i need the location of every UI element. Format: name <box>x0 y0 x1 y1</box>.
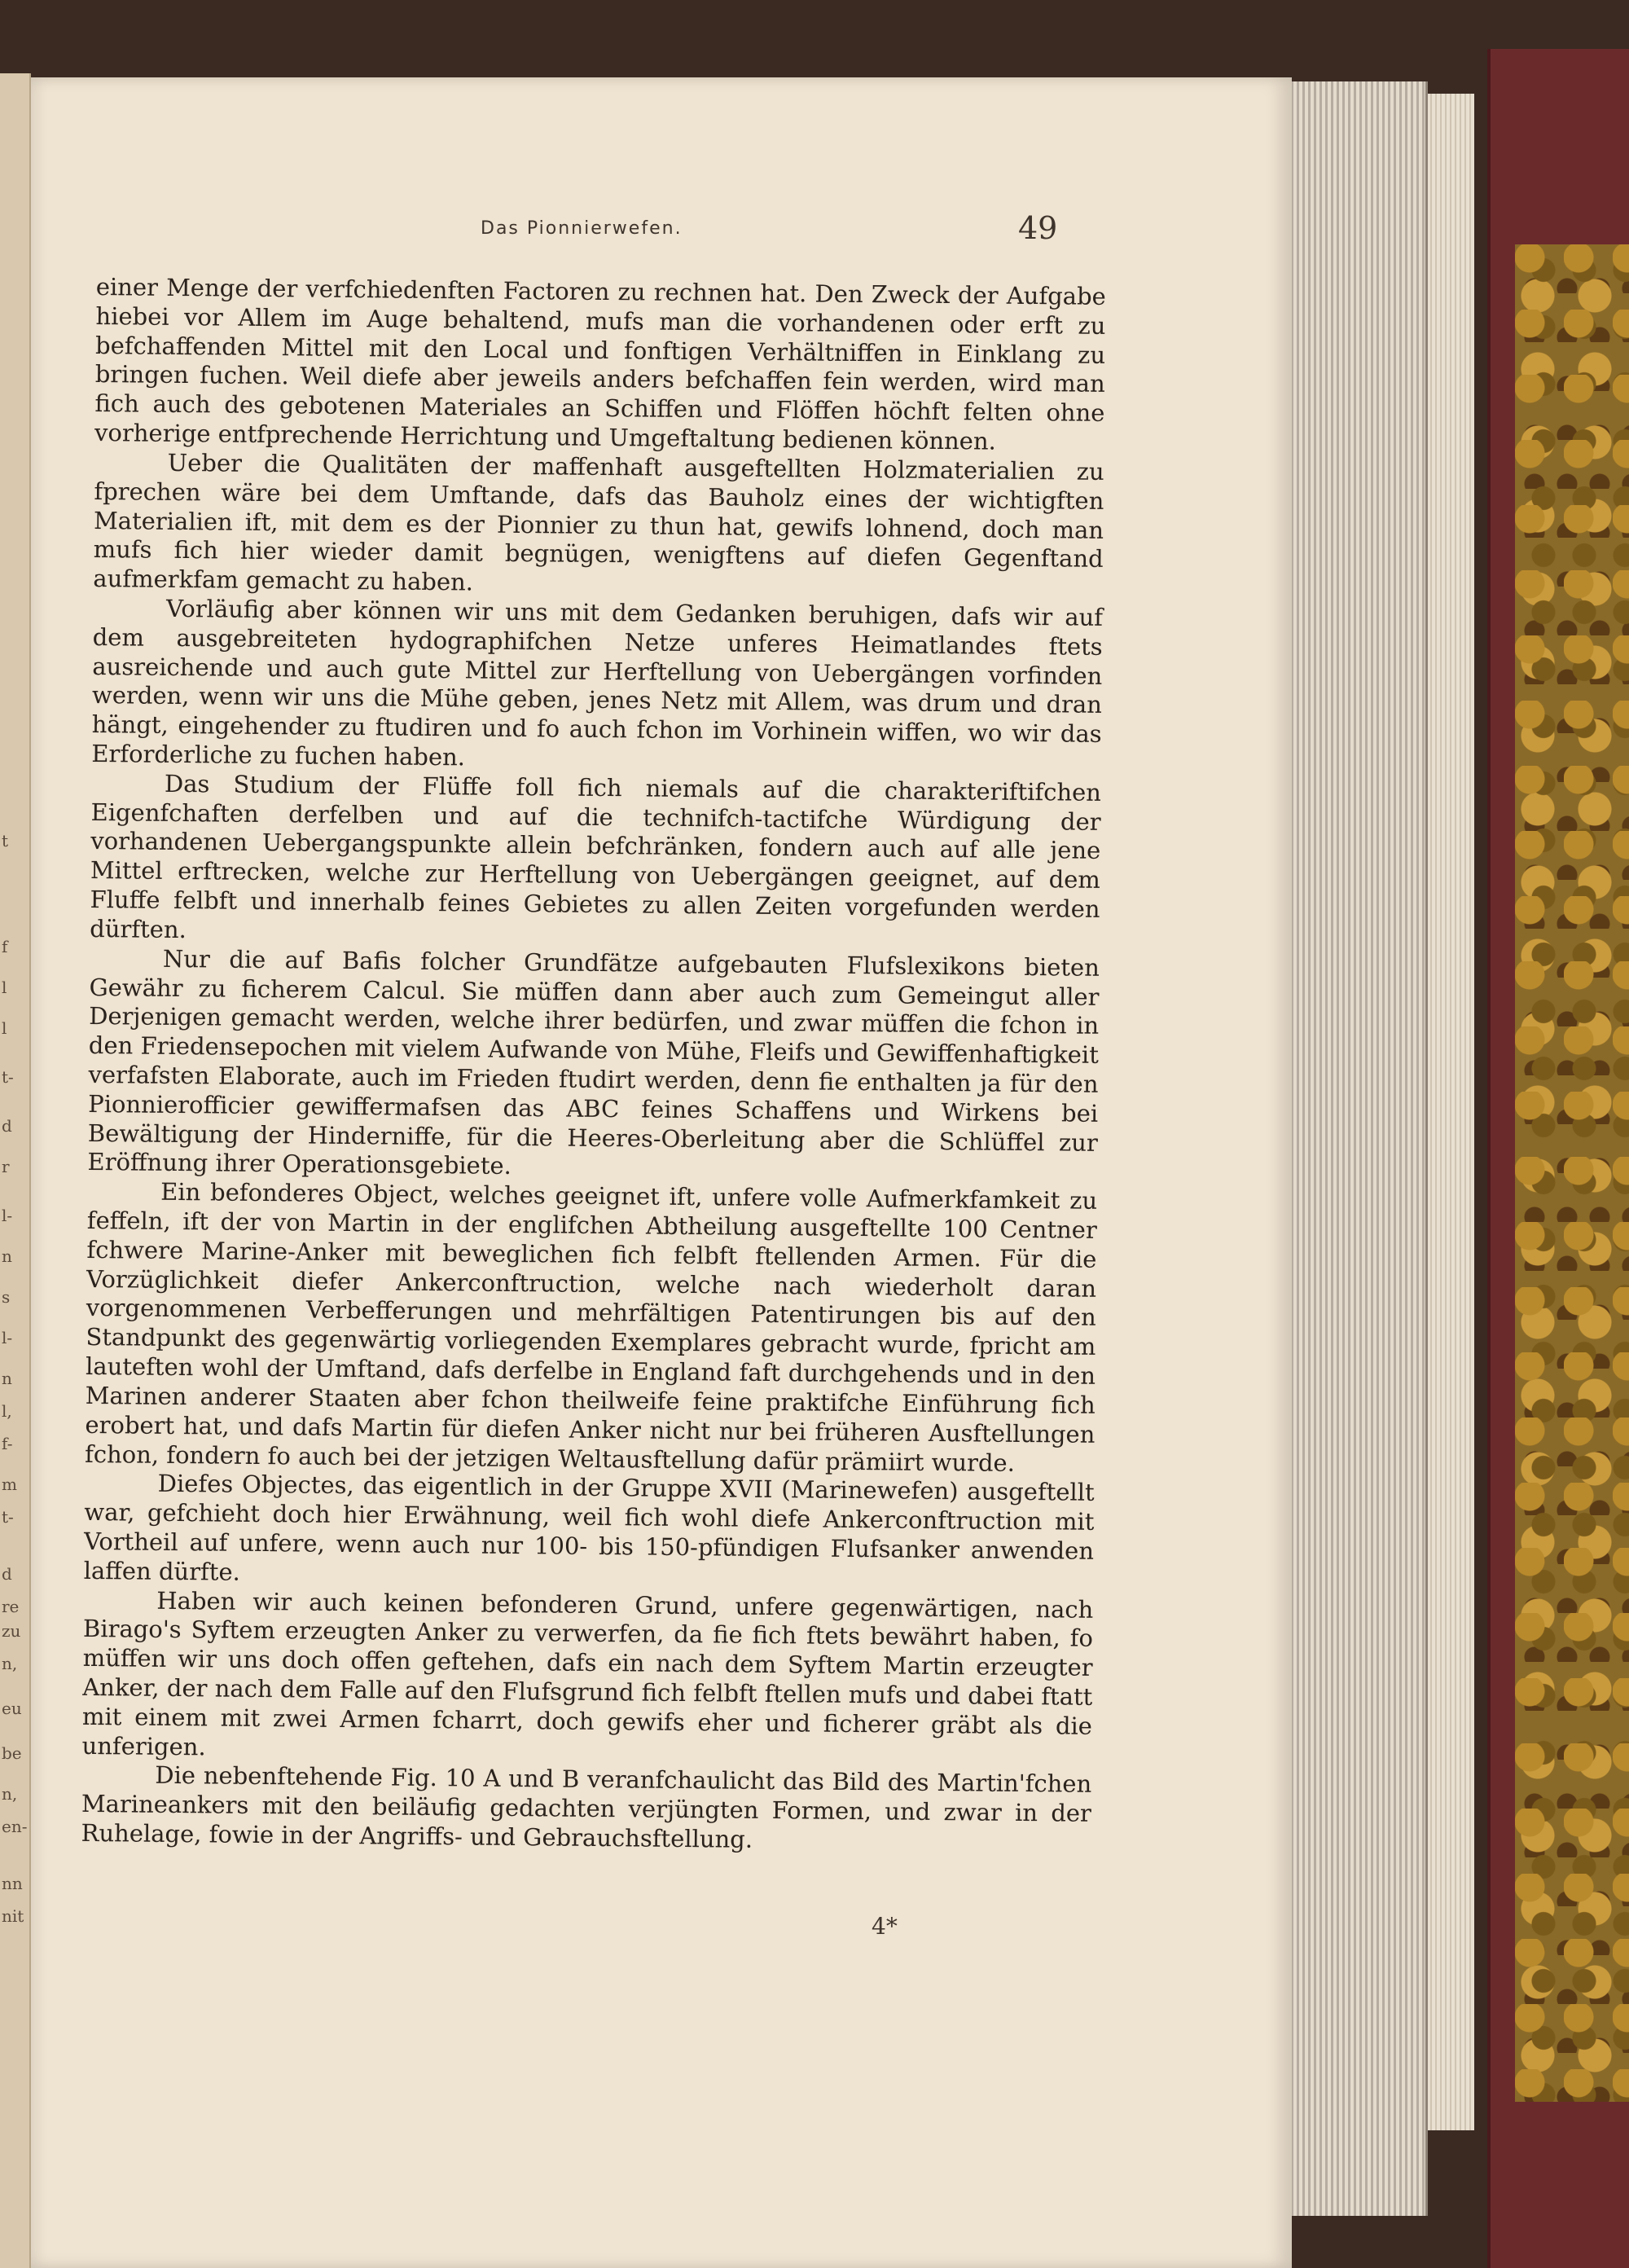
facing-page-fragment: zu <box>2 1621 21 1641</box>
paragraph: Das Studium der Flüffe foll fich niemals auf die charakteriftifchen Eigenfchaften derfelben und auf die technifch-tactifche Würdigung der vorhandenen Uebergangspunkte allein befchränken, fondern auch auf alle jene Mittel erftrecken, welche zur Herftellung von Uebergängen geeignet, auf dem Fluffe felbft und innerhalb feines Gebietes zu allen Zeiten vorgefunden werden dürften. <box>90 769 1102 943</box>
facing-page-fragment: l- <box>2 1328 13 1347</box>
facing-page-fragment: d <box>2 1116 12 1136</box>
facing-page-fragment: l, <box>2 1401 12 1421</box>
paragraph: Vorläufig aber können wir uns mit dem Gedanken beruhigen, dafs wir auf dem ausgebreiteten hydographifchen Netze unferes Heimatlandes ftets ausreichende und auch gute Mittel zur Herftellung von Uebergängen vorfinden werden, wenn wir uns die Mühe geben, jenes Netz mit Allem, was drum und dran hängt, eingehender zu ftudiren und fo auch fchon im Vorhinein wiffen, wo wir das Erforderliche zu fuchen haben. <box>91 594 1104 771</box>
facing-page-fragment: nit <box>2 1906 24 1926</box>
paragraph: einer Menge der verfchiedenften Factoren zu rechnen hat. Den Zweck der Aufgabe hiebei vor Allem im Auge behaltend, mufs man die vorhandenen oder erft zu befchaffenden Mittel mit den Local und fonftigen Verhältniffen in Einklang zu bringen fuchen. Weil diefe aber jeweils anders befchaffen fein werden, wird man fich auch des gebotenen Materiales an Schiffen und Flöffen höchft felten ohne vorherige entfprechende Herrichtung und Umgeftaltung bedienen können. <box>94 273 1106 455</box>
facing-page-fragment: d <box>2 1564 12 1584</box>
marbled-edge <box>1515 244 1629 2102</box>
facing-page-fragment: n, <box>2 1784 18 1804</box>
facing-page-fragment: l <box>2 978 7 997</box>
page-number: 49 <box>1018 210 1058 246</box>
facing-page-fragment: eu <box>2 1699 22 1718</box>
facing-page-fragment: n <box>2 1246 12 1266</box>
paragraph: Ein befonderes Object, welches geeignet ift, unfere volle Aufmerkfamkeit zu feffeln, ift der von Martin in der englifchen Abtheilung ausgeftellte 100 Centner fchwere Marine-Anker mit beweglichen fich felbft ftellenden Armen. Für die Vorzüglichkeit diefer Ankerconftruction, welche nach wiederholt daran vorgenommenen Verbefferungen und mehrfältigen Patentirungen bis auf den Standpunkt des gegenwärtig vorliegenden Exemplares gebracht wurde, fpricht am lauteften wohl der Umftand, dafs derfelbe in England faft durchgehends und in den Marinen anderer Staaten aber fchon theilweife feine praktifche Einführung fich erobert hat, und dafs Martin für diefen Anker nicht nur bei früheren Ausftellungen fchon, fondern fo auch bei der jetzigen Weltausftellung dafür prämiirt wurde. <box>84 1178 1098 1477</box>
facing-page-fragment: n <box>2 1369 12 1388</box>
facing-page-fragment: t <box>2 831 9 850</box>
facing-page-fragment: l- <box>2 1206 13 1225</box>
facing-page-fragment: f- <box>2 1434 13 1453</box>
running-head: Das Pionnierwefen. <box>481 218 683 239</box>
facing-page-fragment: nn <box>2 1874 23 1893</box>
facing-page-fragment: t- <box>2 1067 14 1087</box>
facing-page-fragment: re <box>2 1597 20 1616</box>
facing-page-fragment: r <box>2 1157 10 1176</box>
facing-page-fragment: m <box>2 1475 17 1494</box>
facing-page <box>0 73 31 2268</box>
facing-page-fragment: l <box>2 1018 7 1038</box>
paragraph: Nur die auf Bafis folcher Grundfätze aufgebauten Flufslexikons bieten Gewähr zu ficherem Calcul. Sie müffen dann aber auch zum Gemeingut aller Derjenigen gemacht werden, welche ihrer bedürfen, und zwar müffen die fchon in den Friedensepochen mit vielem Aufwande von Mühe, Fleifs und Gewiffenhaftigkeit verfafsten Elaborate, auch im Frieden ftudirt werden, denn fie enthalten ja für den Pionnierofficier gewiffermafsen das ABC feines Schaffens und Wirkens bei Bewältigung der Hinderniffe, für die Heeres-Oberleitung aber die Schlüffel zur Eröffnung ihrer Operationsgebiete. <box>87 944 1100 1180</box>
paragraph: Diefes Objectes, das eigentlich in der Gruppe XVII (Marinewefen) ausgeftellt war, gefchieht doch hier Erwähnung, weil fich wohl diefe Ankerconftruction mit Vortheil auf unfere, wenn auch nur 100- bis 150-pfündigen Flufsanker anwenden laffen dürfte. <box>83 1470 1095 1586</box>
paragraph: Die nebenftehende Fig. 10 A und B veranfchaulicht das Bild des Martin'fchen Marineankers mit den beiläufig gedachten verjüngten Formen, und zwar in der Ruhelage, fowie in der Angriffs- und Gebrauchsftellung. <box>81 1761 1092 1853</box>
body-text <box>81 273 1106 1858</box>
printer-signature: 4* <box>872 1913 898 1940</box>
paragraph: Haben wir auch keinen befonderen Grund, unfere gegenwärtigen, nach Birago's Syftem erzeugten Anker zu verwerfen, da fie fich ftets bewährt haben, fo müffen wir uns doch offen geftehen, dafs ein nach dem Syftem Martin erzeugter Anker, der nach dem Falle auf den Flufsgrund fich felbft ftellen mufs und dabei ftatt mit einem mit zwei Armen fcharrt, doch gewifs eher und ficherer gräbt als die unferigen. <box>81 1586 1094 1761</box>
facing-page-fragment: en- <box>2 1817 28 1836</box>
facing-page-fragment: s <box>2 1287 11 1307</box>
facing-page-fragment: f <box>2 937 8 956</box>
facing-page-fragment: n, <box>2 1654 18 1673</box>
paragraph: Ueber die Qualitäten der maffenhaft ausgeftellten Holzmaterialien zu fprechen wäre bei dem Umftande, dafs das Bauholz eines der wichtigften Materialien ift, mit dem es der Pionnier zu thun hat, gewifs lohnend, doch man mufs fich hier wieder damit begnügen, wenigftens auf diefen Gegenftand aufmerkfam gemacht zu haben. <box>93 448 1104 596</box>
facing-page-fragment: t- <box>2 1507 14 1527</box>
page-stack-back <box>1425 94 1474 2130</box>
facing-page-fragment: be <box>2 1743 22 1763</box>
page-stack-edge <box>1291 81 1428 2216</box>
